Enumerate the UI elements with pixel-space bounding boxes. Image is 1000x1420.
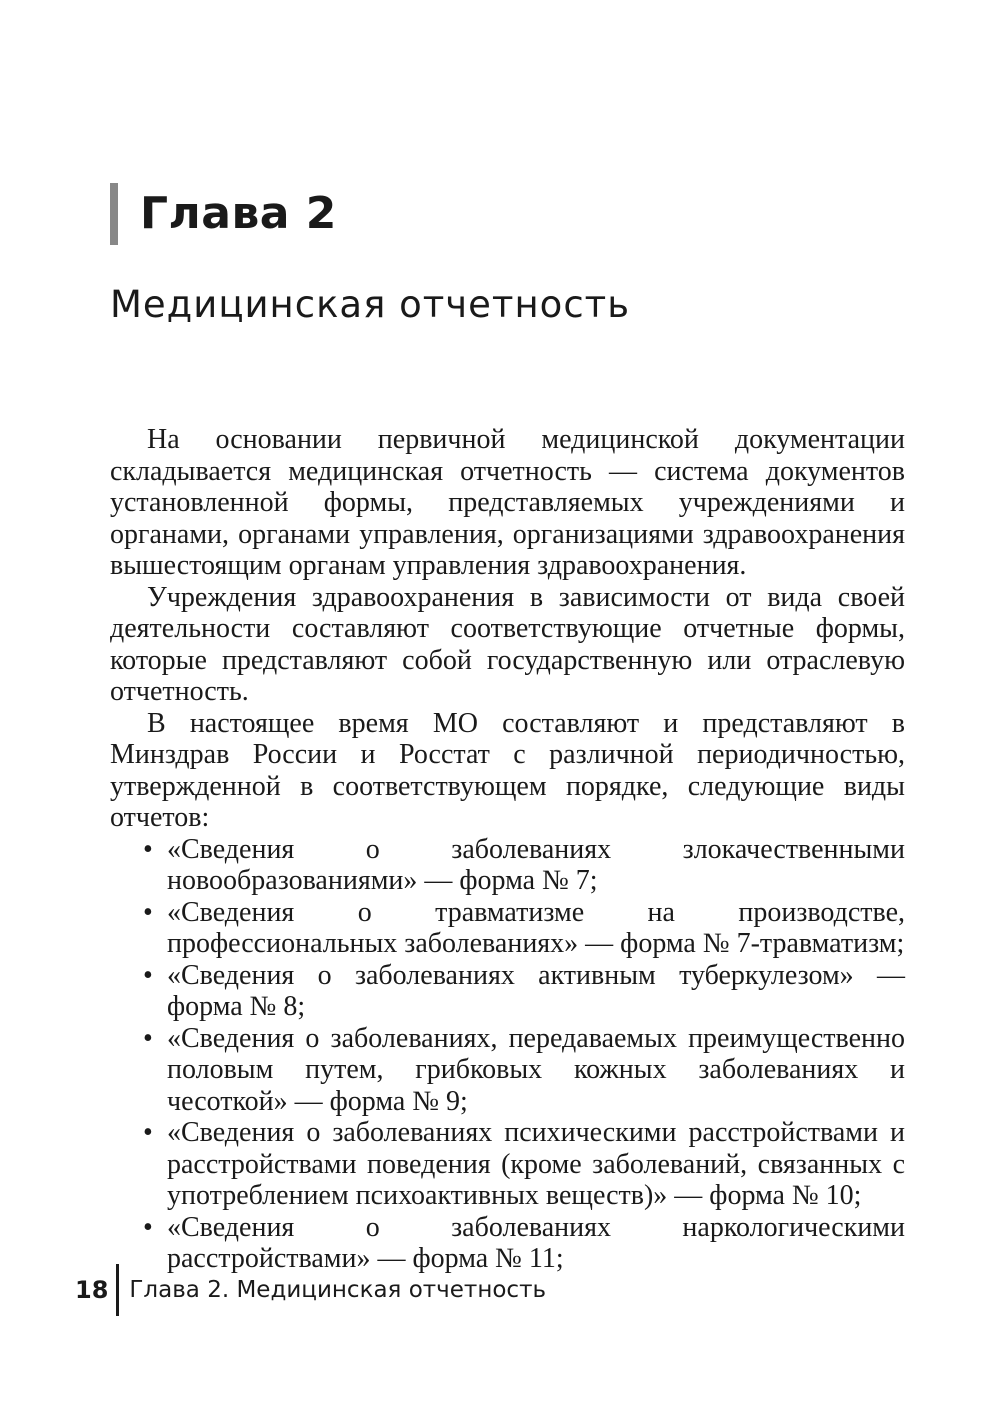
- chapter-accent-bar: [110, 183, 118, 245]
- list-item-text: «Сведения о заболеваниях, передаваемых преимущественно половым путем, грибковых кожных заболеваниях и чесоткой» — форма № 9;: [167, 1022, 905, 1117]
- paragraph: В настоящее время МО составляют и представляют в Минздрав России и Росстат с различной периодичностью, утвержденной в соответствующем порядке, следующие виды отчетов:: [110, 707, 905, 833]
- list-item: [110, 1117, 905, 1212]
- running-title: Глава 2. Медицинская отчетность: [129, 1277, 547, 1303]
- bullet-icon: •: [143, 1022, 153, 1054]
- list-item-text: «Сведения о травматизме на производстве, профессиональных заболеваниях» — форма № 7-травматизм;: [167, 896, 905, 959]
- bullet-icon: •: [143, 959, 153, 991]
- chapter-subtitle: Медицинская отчетность: [110, 283, 631, 326]
- chapter-heading: [110, 183, 337, 245]
- bullet-icon: •: [143, 896, 153, 928]
- paragraph: Учреждения здравоохранения в зависимости от вида своей деятельности составляют соответствующие отчетные формы, которые представляют собой государственную или отраслевую отчетность.: [110, 581, 905, 707]
- paragraph: На основании первичной медицинской документации складывается медицинская отчетность — система документов установленной формы, представляемых учреждениями и органами, органами управления, организациями здравоохранения вышестоящим органам управления здравоохранения.: [110, 424, 905, 581]
- list-item: [110, 897, 905, 960]
- list-item-text: «Сведения о заболеваниях наркологическими расстройствами» — форма № 11;: [167, 1211, 905, 1274]
- bullet-icon: •: [143, 1211, 153, 1243]
- chapter-title: Глава 2: [140, 188, 337, 239]
- bullet-icon: •: [143, 1117, 153, 1148]
- page-footer: [75, 1264, 546, 1316]
- footer-divider: [116, 1264, 119, 1316]
- list-item: [110, 834, 905, 897]
- list-item-text: «Сведения о заболеваниях психическими расстройствами и расстройствами поведения (кроме заболеваний, связанных с употреблением психоактивных веществ)» — форма № 10;: [167, 1117, 905, 1211]
- list-item: [110, 960, 905, 1023]
- list-item-text: «Сведения о заболеваниях активным туберкулезом» — форма № 8;: [167, 959, 905, 1022]
- page-number: 18: [75, 1276, 109, 1304]
- list-item-text: «Сведения о заболеваниях злокачественными новообразованиями» — форма № 7;: [167, 833, 905, 896]
- report-forms-list: [110, 834, 905, 1275]
- body-text: [110, 424, 905, 1275]
- bullet-icon: •: [143, 833, 153, 865]
- list-item: [110, 1023, 905, 1118]
